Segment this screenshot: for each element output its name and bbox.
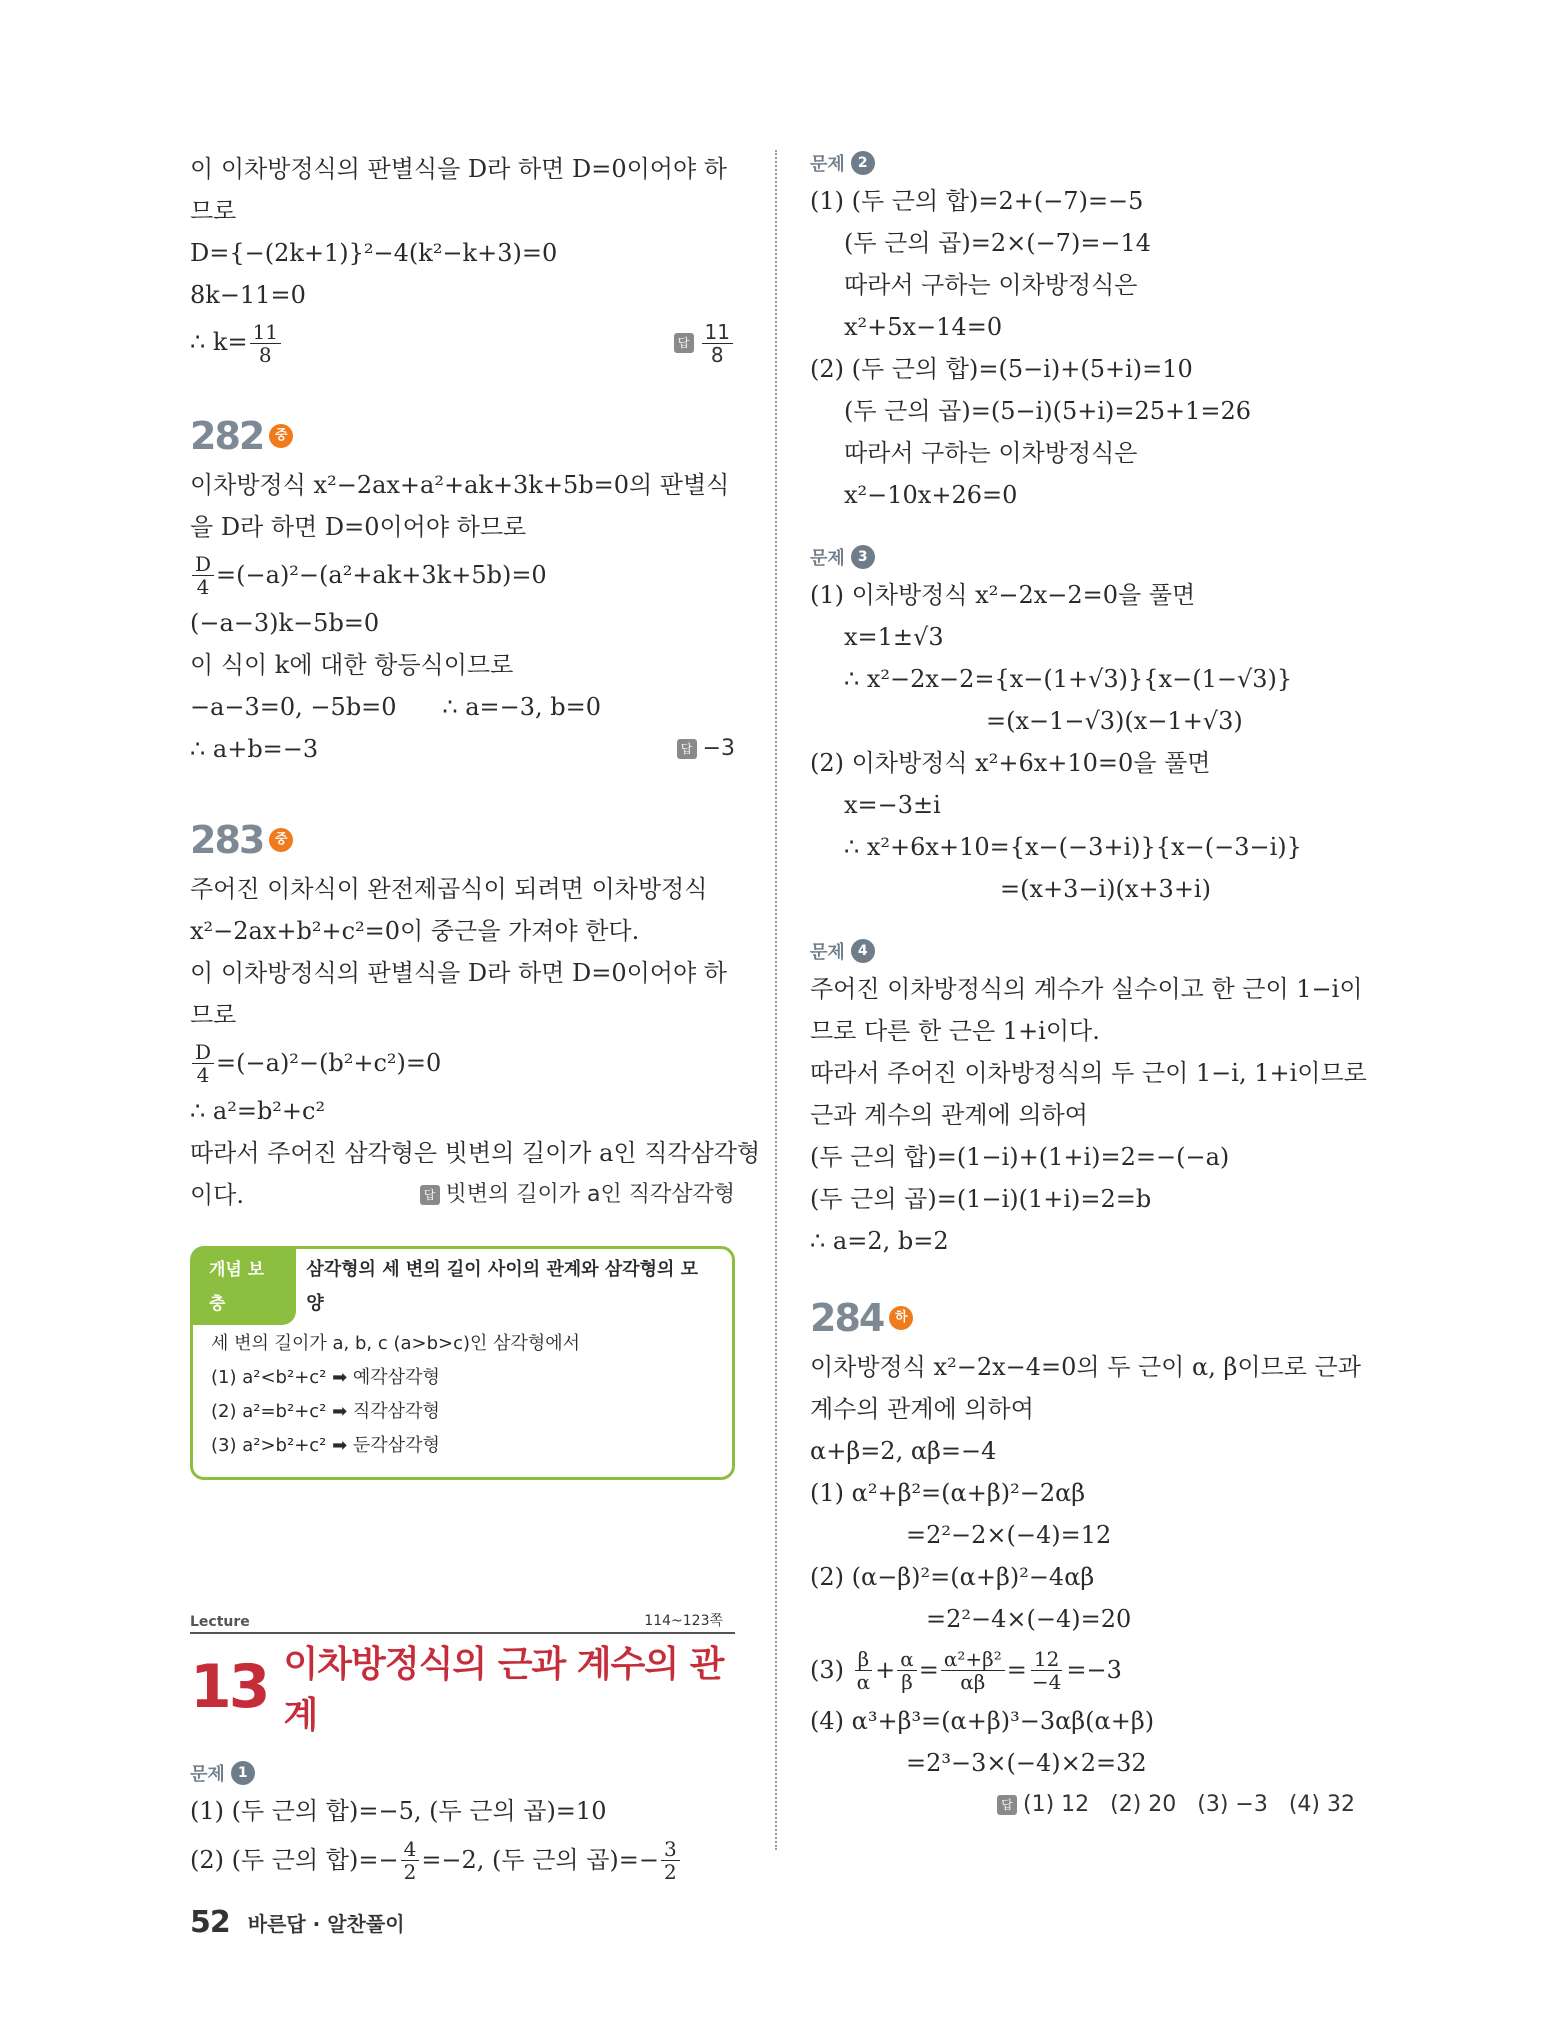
level-badge: 하 bbox=[889, 1306, 913, 1330]
answer-row bbox=[810, 1784, 1355, 1826]
text-line: =2²−2×(−4)=12 bbox=[906, 1521, 1112, 1549]
text-line: x=−3±i bbox=[844, 791, 941, 819]
column-divider bbox=[775, 150, 777, 1850]
concept-tag: 개념 보충 bbox=[193, 1249, 296, 1325]
page-footer bbox=[190, 1905, 405, 1940]
text-line: =(x+3−i)(x+3+i) bbox=[1000, 875, 1211, 903]
final-row: 이다. 답 빗변의 길이가 a인 직각삼각형 bbox=[190, 1174, 735, 1216]
concept-line: (1) a²<b²+c² ➡ 예각삼각형 bbox=[211, 1367, 440, 1388]
text-line: 따라서 주어진 이차방정식의 두 근이 1−i, 1+i이므로 bbox=[810, 1059, 1367, 1087]
footer-text: 바른답 · 알찬풀이 bbox=[247, 1912, 405, 1936]
answer bbox=[674, 321, 735, 366]
text-line: 따라서 구하는 이차방정식은 bbox=[844, 271, 1138, 299]
left-column bbox=[190, 148, 761, 1888]
text-line: x²+5x−14=0 bbox=[844, 313, 1003, 341]
fraction: $\frac{4}{2}$ bbox=[401, 1838, 420, 1883]
text-line: (2) 이차방정식 x²+6x+10=0을 풀면 bbox=[810, 749, 1211, 777]
text-line: =(x−1−√3)(x−1+√3) bbox=[986, 707, 1243, 735]
text-line: (2) (α−β)²=(α+β)²−4αβ bbox=[810, 1563, 1095, 1591]
problem-3-heading: 문제 3 bbox=[810, 544, 1355, 570]
lecture-title: 이차방정식의 근과 계수의 관계 bbox=[283, 1644, 724, 1736]
final-row bbox=[190, 728, 735, 770]
answer-icon: 답 bbox=[420, 1185, 440, 1205]
text-line: x²−2ax+b²+c²=0이 중근을 가져야 한다. bbox=[190, 917, 640, 945]
problem-number-282: 282 중 bbox=[190, 414, 735, 458]
level-badge: 중 bbox=[269, 424, 293, 448]
problem-number-badge: 3 bbox=[851, 545, 875, 569]
text-line: (두 근의 합)=(1−i)+(1+i)=2=−(−a) bbox=[810, 1143, 1230, 1171]
text-line: (두 근의 곱)=(1−i)(1+i)=2=b bbox=[810, 1185, 1152, 1213]
text-line: ∴ a=2, b=2 bbox=[810, 1227, 949, 1255]
text-line: (두 근의 곱)=(5−i)(5+i)=25+1=26 bbox=[844, 397, 1252, 425]
right-column bbox=[810, 150, 1367, 1826]
fraction: $\frac{\text{α²+β²}}{\alpha\beta}$ bbox=[941, 1648, 1005, 1693]
concept-line: (2) a²=b²+c² ➡ 직각삼각형 bbox=[211, 1401, 440, 1422]
concept-title: 삼각형의 세 변의 길이 사이의 관계와 삼각형의 모양 bbox=[306, 1259, 698, 1314]
answer: 답 빗변의 길이가 a인 직각삼각형 bbox=[420, 1174, 736, 1216]
text-line: (−a−3)k−5b=0 bbox=[190, 609, 380, 637]
text-line: 므로 bbox=[190, 1001, 237, 1029]
fraction-line: (3) $\frac{\beta}{\alpha}$ + $\frac{\alpha}{\beta}$ = $\frac{\text{α²+β²}}{\alpha\beta}$ = $\frac{12}{-4}$ =−3 bbox=[810, 1646, 1122, 1694]
concept-line: 세 변의 길이가 a, b, c (a>b>c)인 삼각형에서 bbox=[211, 1333, 581, 1354]
answer-icon: 답 bbox=[674, 333, 694, 353]
text-line: (1) (두 근의 합)=2+(−7)=−5 bbox=[810, 187, 1144, 215]
text-line: 을 D라 하면 D=0이어야 하므로 bbox=[190, 513, 527, 541]
text-line: (1) (두 근의 합)=−5, (두 근의 곱)=10 bbox=[190, 1797, 607, 1825]
fraction-line: (2) (두 근의 합)=− $\frac{4}{2}$ =−2, (두 근의 곱)=− $\frac{3}{2}$ bbox=[190, 1832, 735, 1888]
answer-fraction: $\frac{11}{8}$ bbox=[702, 321, 733, 366]
problem-number-badge: 1 bbox=[231, 1761, 255, 1785]
fraction: $\frac{D}{4}$ bbox=[192, 1041, 214, 1086]
text-line: 이 이차방정식의 판별식을 D라 하면 D=0이어야 하 bbox=[190, 155, 727, 183]
text-line: 계수의 관계에 의하여 bbox=[810, 1395, 1034, 1423]
text-line: 이차방정식 x²−2ax+a²+ak+3k+5b=0의 판별식 bbox=[190, 471, 730, 499]
text-line: 므로 다른 한 근은 1+i이다. bbox=[810, 1017, 1100, 1045]
fraction: $\frac{D}{4}$ bbox=[192, 553, 214, 598]
fraction: $\frac{12}{-4}$ bbox=[1031, 1646, 1062, 1694]
answer-icon: 답 bbox=[997, 1795, 1017, 1815]
text-line: (두 근의 곱)=2×(−7)=−14 bbox=[844, 229, 1152, 257]
answer-icon: 답 bbox=[677, 739, 697, 759]
fraction: $\frac{\alpha}{\beta}$ bbox=[897, 1648, 917, 1693]
fraction: $\frac{3}{2}$ bbox=[661, 1838, 680, 1883]
problem-number-badge: 2 bbox=[851, 151, 875, 175]
fraction: $\frac{11}{8}$ bbox=[250, 321, 281, 366]
text-line: 이차방정식 x²−2x−4=0의 두 근이 α, β이므로 근과 bbox=[810, 1353, 1361, 1381]
text-line: 따라서 구하는 이차방정식은 bbox=[844, 439, 1138, 467]
final-text: ∴ a+b=−3 bbox=[190, 735, 319, 763]
concept-line: (3) a²>b²+c² ➡ 둔각삼각형 bbox=[211, 1435, 440, 1456]
text-line: 주어진 이차식이 완전제곱식이 되려면 이차방정식 bbox=[190, 875, 708, 903]
problem-1-heading: 문제 1 bbox=[190, 1760, 735, 1786]
lecture-label: Lecture bbox=[190, 1614, 250, 1630]
fraction-line: $\frac{D}{4}$ =(−a)²−(b²+c²)=0 bbox=[190, 1036, 735, 1090]
text-line: 주어진 이차방정식의 계수가 실수이고 한 근이 1−i이 bbox=[810, 975, 1363, 1003]
text-line: =2³−3×(−4)×2=32 bbox=[906, 1749, 1147, 1777]
text-line: (2) (두 근의 합)=(5−i)+(5+i)=10 bbox=[810, 355, 1193, 383]
text-line: x=1±√3 bbox=[844, 623, 944, 651]
text-line: ∴ x²−2x−2={x−(1+√3)}{x−(1−√3)} bbox=[844, 665, 1293, 693]
text-line: (1) α²+β²=(α+β)²−2αβ bbox=[810, 1479, 1086, 1507]
problem-4-heading: 문제 4 bbox=[810, 938, 1355, 964]
page-number: 52 bbox=[190, 1905, 230, 1940]
text-line: x²−10x+26=0 bbox=[844, 481, 1018, 509]
level-badge: 중 bbox=[269, 828, 293, 852]
text-line: ∴ x²+6x+10={x−(−3+i)}{x−(−3−i)} bbox=[844, 833, 1302, 861]
lecture-pages: 114~123쪽 bbox=[644, 1613, 723, 1629]
answer: 답 −3 bbox=[677, 728, 735, 770]
conclusion-row bbox=[190, 316, 735, 370]
text-line: 따라서 주어진 삼각형은 빗변의 길이가 a인 직각삼각형 bbox=[190, 1139, 761, 1167]
problem-number-284: 284 하 bbox=[810, 1296, 1355, 1340]
lecture-number: 13 bbox=[190, 1652, 268, 1722]
text-line: (1) 이차방정식 x²−2x−2=0을 풀면 bbox=[810, 581, 1196, 609]
answer: 답 (1) 12 (2) 20 (3) −3 (4) 32 bbox=[997, 1784, 1355, 1826]
text-line: 므로 bbox=[190, 197, 237, 225]
problem-number-283: 283 중 bbox=[190, 818, 735, 862]
text-line: α+β=2, αβ=−4 bbox=[810, 1437, 997, 1465]
text-line: 이 식이 k에 대한 항등식이므로 bbox=[190, 651, 514, 679]
fraction-line: $\frac{D}{4}$ =(−a)²−(a²+ak+3k+5b)=0 bbox=[190, 548, 735, 602]
text-line: =2²−4×(−4)=20 bbox=[926, 1605, 1132, 1633]
fraction: $\frac{\beta}{\alpha}$ bbox=[854, 1648, 874, 1693]
problem-2-heading: 문제 2 bbox=[810, 150, 1355, 176]
conclusion-text: ∴ k= bbox=[190, 327, 248, 356]
problem-number-badge: 4 bbox=[851, 939, 875, 963]
text-line: 이 이차방정식의 판별식을 D라 하면 D=0이어야 하 bbox=[190, 959, 727, 987]
text-line: 근과 계수의 관계에 의하여 bbox=[810, 1101, 1088, 1129]
text-line: −a−3=0, −5b=0 ∴ a=−3, b=0 bbox=[190, 693, 602, 721]
text-line: D={−(2k+1)}²−4(k²−k+3)=0 bbox=[190, 239, 558, 267]
text-line: 8k−11=0 bbox=[190, 281, 306, 309]
text-line: (4) α³+β³=(α+β)³−3αβ(α+β) bbox=[810, 1707, 1155, 1735]
concept-box bbox=[190, 1246, 735, 1480]
lecture-header bbox=[190, 1610, 735, 1738]
text-line: ∴ a²=b²+c² bbox=[190, 1097, 326, 1125]
